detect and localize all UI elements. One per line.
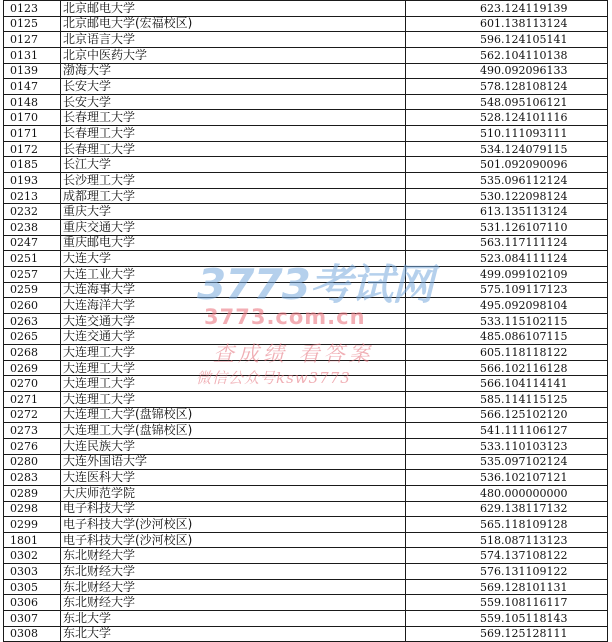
school-name-cell: 北京邮电大学(宏福校区) xyxy=(61,16,406,32)
school-name-cell: 大连理工大学 xyxy=(61,360,406,376)
table-row xyxy=(4,595,608,611)
table-row xyxy=(4,423,608,439)
school-code-cell: 0269 xyxy=(4,360,61,376)
table-row xyxy=(4,79,608,95)
score-cell: 530.122098124 xyxy=(406,188,608,204)
school-code-cell: 0123 xyxy=(4,1,61,17)
school-name-cell: 大连交通大学 xyxy=(61,329,406,345)
school-code-cell: 0139 xyxy=(4,63,61,79)
school-name-cell: 东北大学 xyxy=(61,626,406,642)
school-name-cell: 大连外国语大学 xyxy=(61,454,406,470)
table-row xyxy=(4,392,608,408)
table-row xyxy=(4,94,608,110)
school-code-cell: 0232 xyxy=(4,204,61,220)
school-name-cell: 东北财经大学 xyxy=(61,564,406,580)
score-table-body xyxy=(4,1,608,642)
table-row xyxy=(4,282,608,298)
school-code-cell: 0276 xyxy=(4,438,61,454)
school-name-cell: 长安大学 xyxy=(61,79,406,95)
school-code-cell: 0251 xyxy=(4,251,61,267)
school-name-cell: 长江大学 xyxy=(61,157,406,173)
school-name-cell: 长春理工大学 xyxy=(61,141,406,157)
school-code-cell: 0308 xyxy=(4,626,61,642)
score-cell: 495.092098104 xyxy=(406,298,608,314)
admission-score-sheet xyxy=(3,0,607,642)
table-row xyxy=(4,454,608,470)
school-name-cell: 大庆师范学院 xyxy=(61,485,406,501)
table-row xyxy=(4,626,608,642)
score-cell: 501.092090096 xyxy=(406,157,608,173)
school-name-cell: 重庆大学 xyxy=(61,204,406,220)
table-row xyxy=(4,204,608,220)
table-row xyxy=(4,63,608,79)
school-name-cell: 大连理工大学(盘锦校区) xyxy=(61,423,406,439)
table-row xyxy=(4,110,608,126)
score-cell: 565.118109128 xyxy=(406,517,608,533)
table-row xyxy=(4,219,608,235)
table-row xyxy=(4,251,608,267)
school-code-cell: 0265 xyxy=(4,329,61,345)
table-row xyxy=(4,188,608,204)
school-name-cell: 大连交通大学 xyxy=(61,313,406,329)
score-cell: 480.000000000 xyxy=(406,485,608,501)
school-name-cell: 渤海大学 xyxy=(61,63,406,79)
score-cell: 596.124105141 xyxy=(406,32,608,48)
school-name-cell: 电子科技大学 xyxy=(61,501,406,517)
school-name-cell: 大连工业大学 xyxy=(61,266,406,282)
school-name-cell: 大连理工大学 xyxy=(61,392,406,408)
table-row xyxy=(4,298,608,314)
score-cell: 575.109117123 xyxy=(406,282,608,298)
school-code-cell: 0303 xyxy=(4,564,61,580)
table-row xyxy=(4,564,608,580)
score-cell: 566.104114141 xyxy=(406,376,608,392)
school-name-cell: 东北财经大学 xyxy=(61,548,406,564)
score-cell: 548.095106121 xyxy=(406,94,608,110)
table-row xyxy=(4,141,608,157)
school-name-cell: 长春理工大学 xyxy=(61,126,406,142)
table-row xyxy=(4,126,608,142)
score-cell: 535.096112124 xyxy=(406,173,608,189)
watermark-logo: 3773考试网 xyxy=(197,260,433,309)
school-code-cell: 0131 xyxy=(4,47,61,63)
score-cell: 563.117111124 xyxy=(406,235,608,251)
table-row xyxy=(4,47,608,63)
table-row xyxy=(4,579,608,595)
score-cell: 569.128101131 xyxy=(406,579,608,595)
school-name-cell: 成都理工大学 xyxy=(61,188,406,204)
school-code-cell: 0147 xyxy=(4,79,61,95)
score-cell: 490.092096133 xyxy=(406,63,608,79)
school-name-cell: 大连医科大学 xyxy=(61,470,406,486)
score-cell: 499.099102109 xyxy=(406,266,608,282)
table-row xyxy=(4,438,608,454)
score-cell: 566.125102120 xyxy=(406,407,608,423)
score-cell: 533.110103123 xyxy=(406,438,608,454)
score-cell: 585.114115125 xyxy=(406,392,608,408)
score-cell: 623.124119139 xyxy=(406,1,608,17)
school-name-cell: 大连大学 xyxy=(61,251,406,267)
school-code-cell: 0238 xyxy=(4,219,61,235)
school-code-cell: 0185 xyxy=(4,157,61,173)
table-row xyxy=(4,610,608,626)
school-code-cell: 0289 xyxy=(4,485,61,501)
school-name-cell: 长安大学 xyxy=(61,94,406,110)
school-code-cell: 0259 xyxy=(4,282,61,298)
school-code-cell: 0193 xyxy=(4,173,61,189)
score-cell: 559.108116117 xyxy=(406,595,608,611)
watermark-wechat: 微信公众号ksw3773 xyxy=(196,369,351,387)
school-name-cell: 重庆邮电大学 xyxy=(61,235,406,251)
score-cell: 535.097102124 xyxy=(406,454,608,470)
school-name-cell: 大连海洋大学 xyxy=(61,298,406,314)
watermark-url: 3773.com.cn xyxy=(204,305,366,329)
school-name-cell: 大连海事大学 xyxy=(61,282,406,298)
school-name-cell: 大连理工大学(盘锦校区) xyxy=(61,407,406,423)
table-row xyxy=(4,470,608,486)
table-row xyxy=(4,1,608,17)
school-name-cell: 重庆交通大学 xyxy=(61,219,406,235)
score-table xyxy=(3,0,608,642)
school-code-cell: 0302 xyxy=(4,548,61,564)
school-code-cell: 0268 xyxy=(4,345,61,361)
table-row xyxy=(4,548,608,564)
school-code-cell: 0299 xyxy=(4,517,61,533)
school-code-cell: 0263 xyxy=(4,313,61,329)
table-row xyxy=(4,329,608,345)
table-row xyxy=(4,376,608,392)
score-cell: 559.105118143 xyxy=(406,610,608,626)
school-code-cell: 0271 xyxy=(4,392,61,408)
score-cell: 534.124079115 xyxy=(406,141,608,157)
table-row xyxy=(4,266,608,282)
school-code-cell: 0148 xyxy=(4,94,61,110)
table-row xyxy=(4,313,608,329)
score-cell: 574.137108122 xyxy=(406,548,608,564)
score-cell: 485.086107115 xyxy=(406,329,608,345)
school-name-cell: 大连民族大学 xyxy=(61,438,406,454)
school-code-cell: 1801 xyxy=(4,532,61,548)
school-code-cell: 0260 xyxy=(4,298,61,314)
school-name-cell: 电子科技大学(沙河校区) xyxy=(61,532,406,548)
score-cell: 601.138113124 xyxy=(406,16,608,32)
school-code-cell: 0127 xyxy=(4,32,61,48)
school-name-cell: 东北大学 xyxy=(61,610,406,626)
school-name-cell: 大连理工大学 xyxy=(61,345,406,361)
school-name-cell: 长春理工大学 xyxy=(61,110,406,126)
score-cell: 569.125128111 xyxy=(406,626,608,642)
score-cell: 576.131109122 xyxy=(406,564,608,580)
score-cell: 541.111106127 xyxy=(406,423,608,439)
score-cell: 629.138117132 xyxy=(406,501,608,517)
table-row xyxy=(4,517,608,533)
school-code-cell: 0305 xyxy=(4,579,61,595)
watermark-slogan: 查成绩 看答案 xyxy=(213,342,374,366)
school-code-cell: 0171 xyxy=(4,126,61,142)
school-name-cell: 长沙理工大学 xyxy=(61,173,406,189)
table-row xyxy=(4,235,608,251)
school-code-cell: 0307 xyxy=(4,610,61,626)
school-code-cell: 0170 xyxy=(4,110,61,126)
school-name-cell: 东北财经大学 xyxy=(61,579,406,595)
school-code-cell: 0247 xyxy=(4,235,61,251)
school-code-cell: 0283 xyxy=(4,470,61,486)
table-row xyxy=(4,16,608,32)
table-row xyxy=(4,173,608,189)
table-row xyxy=(4,345,608,361)
score-cell: 523.084111124 xyxy=(406,251,608,267)
score-cell: 528.124101116 xyxy=(406,110,608,126)
school-code-cell: 0270 xyxy=(4,376,61,392)
school-name-cell: 北京语言大学 xyxy=(61,32,406,48)
table-row xyxy=(4,501,608,517)
score-cell: 562.104110138 xyxy=(406,47,608,63)
school-code-cell: 0257 xyxy=(4,266,61,282)
school-code-cell: 0125 xyxy=(4,16,61,32)
school-code-cell: 0272 xyxy=(4,407,61,423)
table-row xyxy=(4,532,608,548)
school-code-cell: 0306 xyxy=(4,595,61,611)
school-code-cell: 0298 xyxy=(4,501,61,517)
school-code-cell: 0213 xyxy=(4,188,61,204)
school-name-cell: 北京邮电大学 xyxy=(61,1,406,17)
table-row xyxy=(4,157,608,173)
table-row xyxy=(4,32,608,48)
score-cell: 613.135113124 xyxy=(406,204,608,220)
score-cell: 531.126107110 xyxy=(406,219,608,235)
school-name-cell: 北京中医药大学 xyxy=(61,47,406,63)
table-row xyxy=(4,407,608,423)
score-cell: 605.118118122 xyxy=(406,345,608,361)
school-code-cell: 0280 xyxy=(4,454,61,470)
school-name-cell: 电子科技大学(沙河校区) xyxy=(61,517,406,533)
school-name-cell: 东北财经大学 xyxy=(61,595,406,611)
school-code-cell: 0273 xyxy=(4,423,61,439)
score-cell: 536.102107121 xyxy=(406,470,608,486)
school-code-cell: 0172 xyxy=(4,141,61,157)
table-row xyxy=(4,485,608,501)
score-cell: 518.087113123 xyxy=(406,532,608,548)
score-cell: 566.102116128 xyxy=(406,360,608,376)
school-name-cell: 大连理工大学 xyxy=(61,376,406,392)
score-cell: 533.115102115 xyxy=(406,313,608,329)
score-cell: 578.128108124 xyxy=(406,79,608,95)
table-row xyxy=(4,360,608,376)
score-cell: 510.111093111 xyxy=(406,126,608,142)
